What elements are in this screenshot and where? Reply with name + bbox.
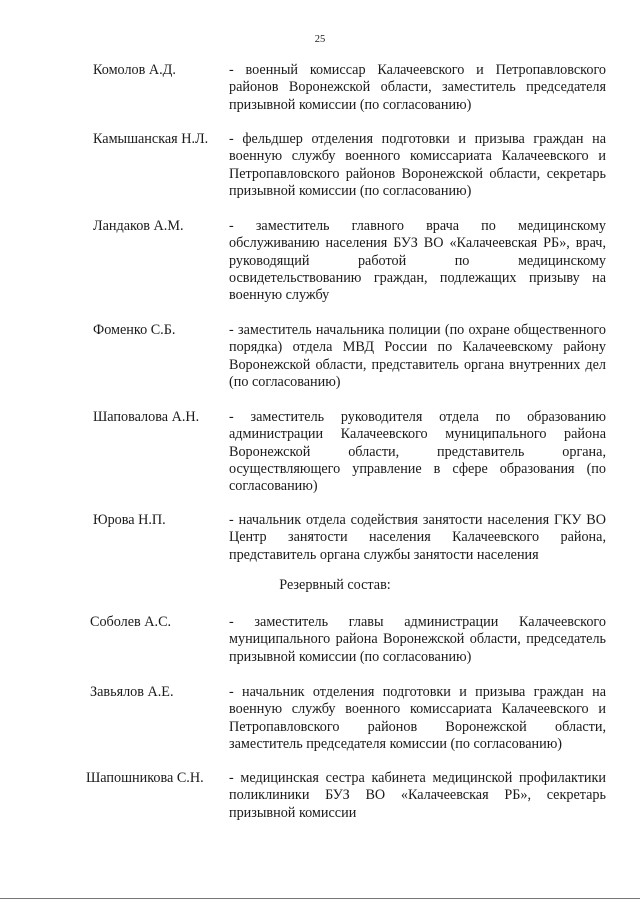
reserve-heading: Резервный состав:	[279, 577, 391, 593]
member-name: Юрова Н.П.	[93, 512, 166, 528]
member-name: Шапошникова С.Н.	[86, 770, 204, 786]
member-name: Комолов А.Д.	[93, 62, 176, 78]
member-name: Ландаков А.М.	[93, 218, 184, 234]
member-role: - начальник отделения подготовки и призыва граждан на военную службу военного комиссариата Калачеевского и Петропавловского районов Воронежской области, заместитель председателя комиссии (по согласованию)	[229, 684, 606, 752]
member-role: - начальник отдела содействия занятости населения ГКУ ВО Центр занятости населения Калачеевского района, представитель органа службы занятости населения	[229, 512, 606, 563]
page-bottom-edge	[0, 898, 640, 899]
member-role: - заместитель руководителя отдела по образованию администрации Калачеевского муниципального района Воронежской области, представитель органа, осуществляющего управление в сфере образования (по согласованию)	[229, 409, 606, 495]
member-name: Камышанская Н.Л.	[93, 131, 209, 147]
member-role: - заместитель главного врача по медицинскому обслуживанию населения БУЗ ВО «Калачеевская РБ», врач, руководящий работой по медицинскому освидетельствованию граждан, подлежащих призыву на военную службу	[229, 218, 606, 304]
member-name: Шаповалова А.Н.	[93, 409, 200, 425]
member-role: - военный комиссар Калачеевского и Петропавловского районов Воронежской области, заместитель председателя призывной комиссии (по согласованию)	[229, 62, 606, 113]
member-role: - заместитель начальника полиции (по охране общественного порядка) отдела МВД России по Калачеевскому району Воронежской области, представитель органа внутренних дел (по согласованию)	[229, 322, 606, 390]
member-name: Завьялов А.Е.	[90, 684, 174, 700]
member-role: - медицинская сестра кабинета медицинской профилактики поликлиники БУЗ ВО «Калачеевская РБ», секретарь призывной комиссии	[229, 770, 606, 821]
member-name: Соболев А.С.	[90, 614, 172, 630]
member-role: - заместитель главы администрации Калачеевского муниципального района Воронежской области, председатель призывной комиссии (по согласованию)	[229, 614, 606, 665]
page-number: 25	[314, 34, 326, 45]
member-role: - фельдшер отделения подготовки и призыва граждан на военную службу военного комиссариата Калачеевского и Петропавловского районов Воронежской области, секретарь призывной комиссии (по согласованию)	[229, 131, 606, 199]
member-name: Фоменко С.Б.	[93, 322, 176, 338]
